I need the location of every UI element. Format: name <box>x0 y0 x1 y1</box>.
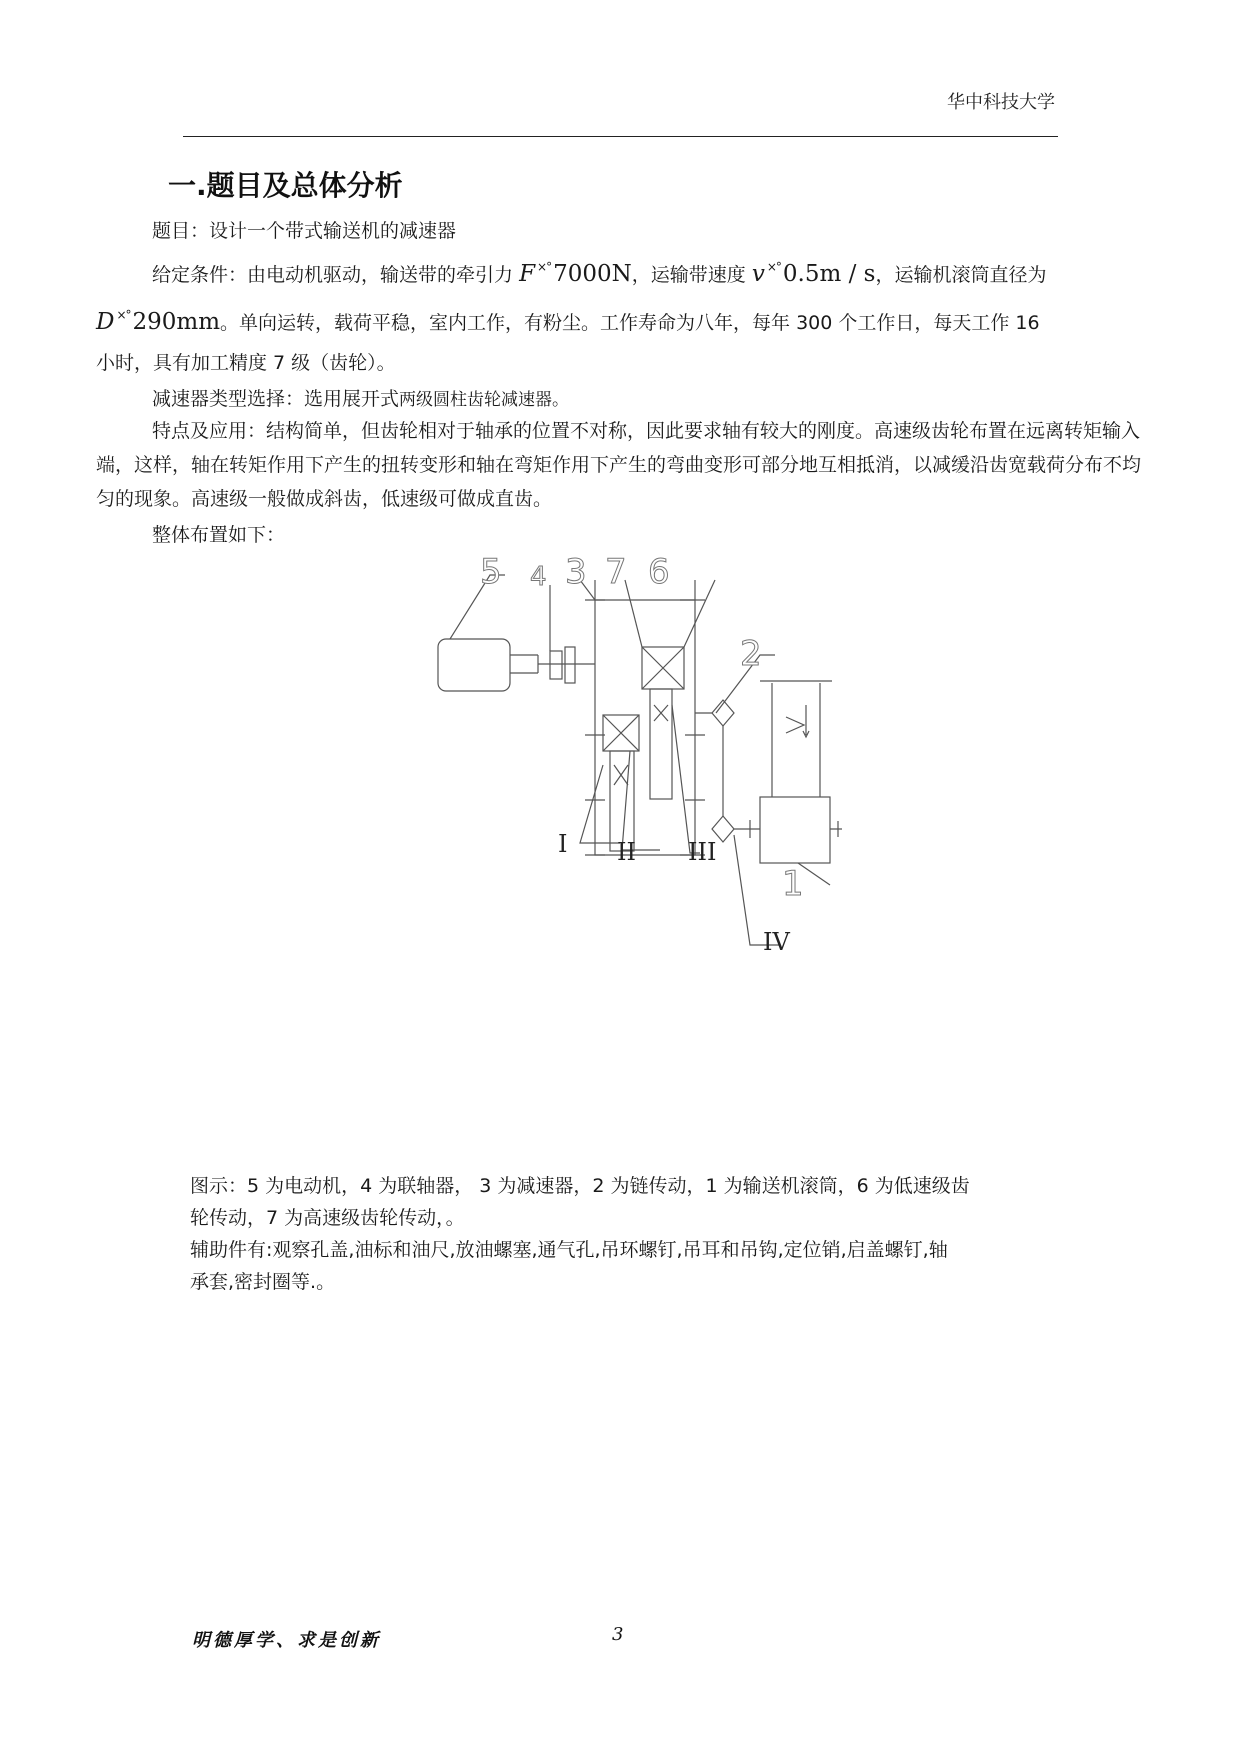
label-7: 7 <box>605 555 627 592</box>
eq-symbol: ×° <box>537 260 552 274</box>
reducer-type <box>96 382 1146 417</box>
shaft-II: II <box>617 838 636 866</box>
footer-motto: 明德厚学、求是创新 <box>192 1630 381 1651</box>
diameter-symbol: D <box>96 309 115 335</box>
label-3: 3 <box>565 555 587 592</box>
section-title: 一.题目及总体分析 <box>168 169 403 202</box>
label-1: 1 <box>782 864 804 904</box>
layout-intro: 整体布置如下： <box>152 524 286 546</box>
cond-suffix: ，运输机滚筒直径为 <box>875 264 1047 286</box>
velocity-value: 0.5m / s <box>782 261 876 287</box>
conditions-line3: 小时，具有加工精度 7 级（齿轮）。 <box>96 352 396 374</box>
shaft-IV: IV <box>763 928 790 956</box>
label-2: 2 <box>740 634 762 674</box>
features-paragraph: 特点及应用：结构简单，但齿轮相对于轴承的位置不对称，因此要求轴有较大的刚度。高速级齿轮布置在远离转矩输入端，这样，轴在转矩作用下产生的扭转变形和轴在弯矩作用下产生的弯曲变形可部分地互相抵消，以减缓沿齿宽载荷分布不均匀的现象。高速级一般做成斜齿，低速级可做成直齿。 <box>96 420 1142 510</box>
header-school: 华中科技大学 <box>947 92 1055 113</box>
low-speed-gear-wheel <box>610 751 634 851</box>
type-small: 两级圆柱齿轮减速器。 <box>399 390 570 410</box>
topic-line: 题目：设计一个带式输送机的减速器 <box>152 220 457 242</box>
caption-line3: 辅助件有:观察孔盖,油标和油尺,放油螺塞,通气孔,吊环螺钉,吊耳和吊钩,定位销,启盖螺钉,轴 <box>190 1239 948 1261</box>
shaft-I: I <box>558 830 568 858</box>
conveyor-drum <box>760 797 830 863</box>
cond-mid: ，运输带速度 <box>631 264 746 286</box>
motor-body <box>438 639 510 691</box>
caption-line2: 轮传动，7 为高速级齿轮传动，。 <box>190 1207 465 1229</box>
force-value: 7000N <box>553 261 632 287</box>
cond-prefix: 给定条件：由电动机驱动，输送带的牵引力 <box>152 264 514 286</box>
force-symbol: F <box>519 261 536 287</box>
label-6: 6 <box>648 555 670 592</box>
transmission-diagram <box>420 555 920 1070</box>
diameter-value: 290mm <box>132 309 221 335</box>
page-number: 3 <box>612 1624 624 1645</box>
label-5: 5 <box>480 555 502 592</box>
high-speed-gear-wheel <box>650 689 672 799</box>
coupling <box>550 651 562 679</box>
caption-line1: 图示：5 为电动机，4 为联轴器， 3 为减速器，2 为链传动，1 为输送机滚筒，6 为低速级齿 <box>190 1175 970 1197</box>
cond-line2: 。单向运转，载荷平稳，室内工作，有粉尘。工作寿命为八年，每年 300 个工作日，每天工作 16 <box>220 312 1040 334</box>
header-rule <box>183 136 1058 137</box>
eq-symbol-2: ×° <box>766 260 781 274</box>
coupling-2 <box>565 647 575 683</box>
motor-shaft <box>510 655 538 673</box>
type-prefix: 减速器类型选择：选用展开式 <box>152 388 400 410</box>
conditions-line2 <box>96 298 1146 340</box>
label-4: 4 <box>530 562 547 592</box>
caption-line4: 承套,密封圈等.。 <box>190 1271 336 1293</box>
velocity-symbol: v <box>751 261 765 287</box>
eq-symbol-3: ×° <box>116 308 131 322</box>
shaft-III: III <box>688 838 717 866</box>
conditions-line1 <box>96 250 1146 292</box>
